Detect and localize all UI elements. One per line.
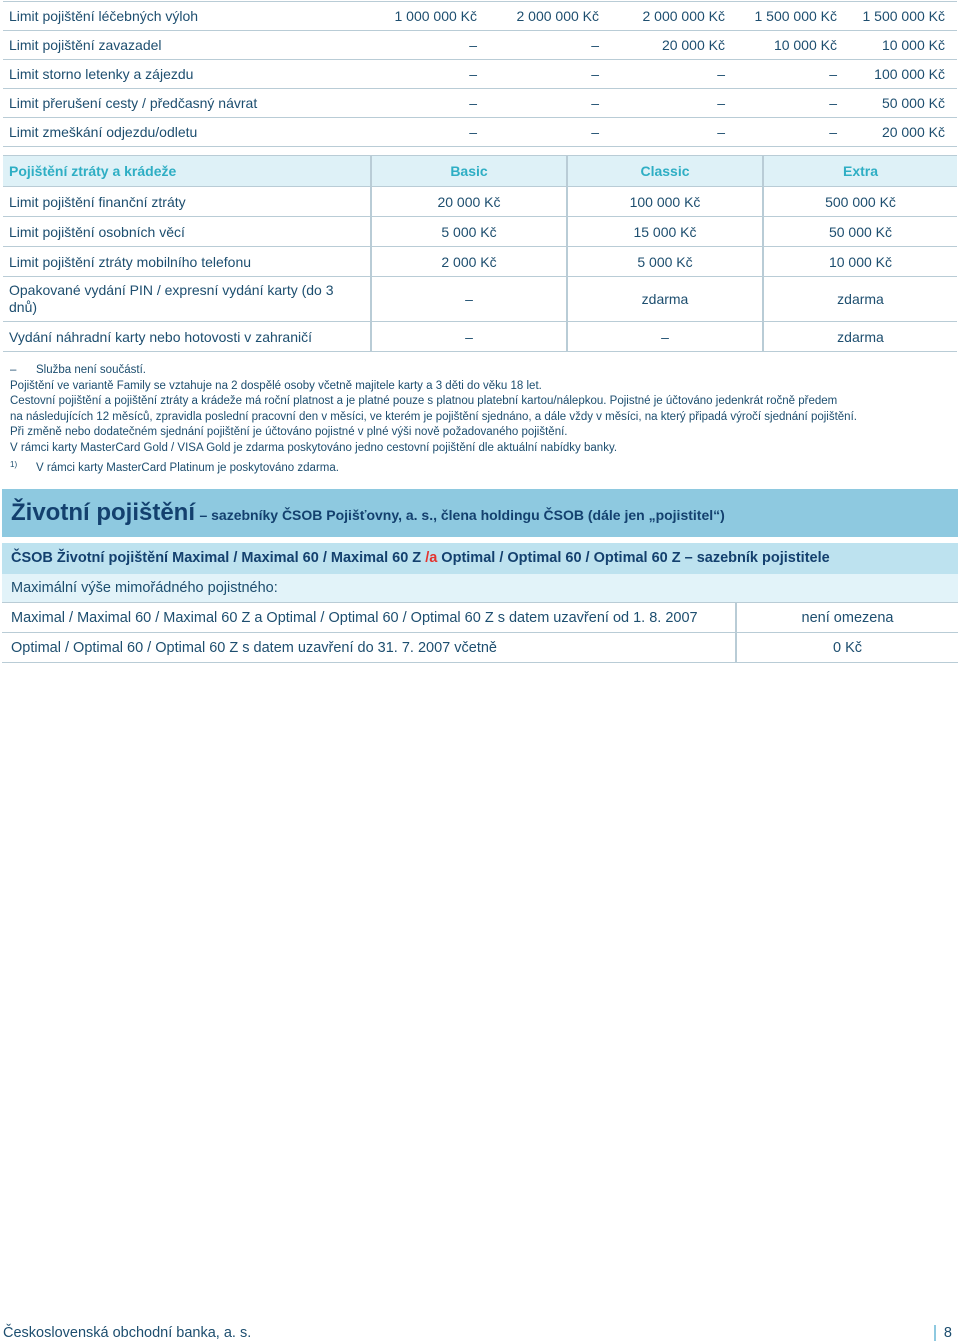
cell-value: 2 000 000 Kč xyxy=(611,2,737,31)
footnotes xyxy=(10,363,955,476)
cell-value: 500 000 Kč xyxy=(763,187,957,217)
cell-value: 0 Kč xyxy=(736,633,958,663)
cell-value: 1 500 000 Kč xyxy=(849,2,957,31)
note-line xyxy=(10,457,955,477)
cell-value: 100 000 Kč xyxy=(849,60,957,89)
section-banner xyxy=(2,489,958,537)
section-header-label: Pojištění ztráty a krádeže xyxy=(3,156,371,187)
dash-symbol: – xyxy=(10,364,17,376)
cell-value: 1 500 000 Kč xyxy=(737,2,849,31)
note-line xyxy=(10,363,955,379)
cell-value: není omezena xyxy=(736,603,958,633)
table-row xyxy=(2,633,958,663)
table-row xyxy=(3,31,957,60)
header-red-slash: /a xyxy=(425,550,438,566)
row-label: Opakované vydání PIN / expresní vydání karty (do 3 dnů) xyxy=(3,277,371,322)
cell-value: – xyxy=(371,277,567,322)
life-insurance-table xyxy=(2,603,958,663)
table-row xyxy=(3,187,957,217)
cell-value: – xyxy=(489,31,611,60)
cell-value: zdarma xyxy=(763,277,957,322)
row-label: Limit pojištění zavazadel xyxy=(3,31,371,60)
max-premium-label: Maximální výše mimořádného pojistného: xyxy=(2,574,958,603)
cell-value: – xyxy=(611,89,737,118)
page-number: 8 xyxy=(934,1325,952,1341)
table-row xyxy=(3,247,957,277)
footnote-mark: 1) xyxy=(10,459,18,469)
cell-value: 5 000 Kč xyxy=(371,217,567,247)
cell-value: – xyxy=(371,31,489,60)
cell-value: 20 000 Kč xyxy=(371,187,567,217)
column-header-classic: Classic xyxy=(567,156,763,187)
footer-bank-name: Československá obchodní banka, a. s. xyxy=(3,1325,252,1341)
cell-value: – xyxy=(611,118,737,147)
row-label: Limit pojištění osobních věcí xyxy=(3,217,371,247)
section-title: Životní pojištění xyxy=(11,499,195,526)
cell-value: – xyxy=(737,89,849,118)
note-text: V rámci karty MasterCard Platinum je poskytováno zdarma. xyxy=(36,461,339,474)
cell-value: 5 000 Kč xyxy=(567,247,763,277)
cell-value: 1 000 000 Kč xyxy=(371,2,489,31)
row-label: Vydání náhradní karty nebo hotovosti v zahraničí xyxy=(3,322,371,352)
cell-value: 20 000 Kč xyxy=(611,31,737,60)
row-label: Maximal / Maximal 60 / Maximal 60 Z a Optimal / Optimal 60 / Optimal 60 Z s datem uzavření od 1. 8. 2007 xyxy=(2,603,736,633)
cell-value: – xyxy=(489,60,611,89)
cell-value: 2 000 000 Kč xyxy=(489,2,611,31)
cell-value: 50 000 Kč xyxy=(763,217,957,247)
row-label: Limit pojištění léčebných výloh xyxy=(3,2,371,31)
loss-theft-table xyxy=(3,155,957,352)
row-label: Limit pojištění ztráty mobilního telefonu xyxy=(3,247,371,277)
column-header-basic: Basic xyxy=(371,156,567,187)
table-row xyxy=(2,603,958,633)
table-row xyxy=(3,60,957,89)
cell-value: – xyxy=(371,322,567,352)
table-row xyxy=(3,2,957,31)
cell-value: – xyxy=(489,118,611,147)
row-label: Limit pojištění finanční ztráty xyxy=(3,187,371,217)
note-line: V rámci karty MasterCard Gold / VISA Gold je zdarma poskytováno jedno cestovní pojištění dle aktuální nabídky banky. xyxy=(10,441,618,454)
header-text: ČSOB Životní pojištění Maximal / Maximal 60 / Maximal 60 Z xyxy=(11,550,426,566)
travel-limits-table xyxy=(3,1,957,147)
column-header-extra: Extra xyxy=(763,156,957,187)
cell-value: 2 000 Kč xyxy=(371,247,567,277)
table-row xyxy=(3,277,957,322)
note-line: Pojištění ve variantě Family se vztahuje na 2 dospělé osoby včetně majitele karty a 3 děti do věku 18 let. xyxy=(10,379,542,392)
row-label: Limit zmeškání odjezdu/odletu xyxy=(3,118,371,147)
cell-value: 15 000 Kč xyxy=(567,217,763,247)
note-line: Při změně nebo dodatečném sjednání pojištění je účtováno pojistné v plné výši nově požadovaného pojištění. xyxy=(10,426,568,439)
cell-value: 50 000 Kč xyxy=(849,89,957,118)
cell-value: – xyxy=(371,89,489,118)
cell-value: 10 000 Kč xyxy=(849,31,957,60)
cell-value: – xyxy=(737,60,849,89)
table-header-row xyxy=(3,156,957,187)
cell-value: – xyxy=(489,89,611,118)
life-insurance-header xyxy=(2,543,958,574)
cell-value: zdarma xyxy=(763,322,957,352)
note-line: Cestovní pojištění a pojištění ztráty a krádeže má roční platnost a je platné pouze s platnou platební kartou/nálepkou. Pojistné je účtováno jedenkrát ročně předem xyxy=(10,395,838,408)
cell-value: zdarma xyxy=(567,277,763,322)
header-text: Optimal / Optimal 60 / Optimal 60 Z – sazebník pojistitele xyxy=(437,550,830,566)
note-text: Služba není součástí. xyxy=(36,364,146,376)
table-row xyxy=(3,118,957,147)
note-line: na následujících 12 měsíců, zpravidla poslední pracovní den v měsíci, ve kterém je pojištění sjednáno, a dále vždy v měsíci, na který připadá výročí sjednání pojištění. xyxy=(10,410,857,423)
cell-value: 20 000 Kč xyxy=(849,118,957,147)
cell-value: – xyxy=(567,322,763,352)
row-label: Optimal / Optimal 60 / Optimal 60 Z s datem uzavření do 31. 7. 2007 včetně xyxy=(2,633,736,663)
cell-value: – xyxy=(611,60,737,89)
cell-value: – xyxy=(371,60,489,89)
cell-value: – xyxy=(371,118,489,147)
cell-value: 10 000 Kč xyxy=(763,247,957,277)
cell-value: – xyxy=(737,118,849,147)
cell-value: 10 000 Kč xyxy=(737,31,849,60)
table-row xyxy=(3,89,957,118)
row-label: Limit storno letenky a zájezdu xyxy=(3,60,371,89)
section-subtitle: – sazebníky ČSOB Pojišťovny, a. s., člena holdingu ČSOB (dále jen „pojistitel“) xyxy=(199,507,725,523)
table-row xyxy=(3,322,957,352)
table-row xyxy=(3,217,957,247)
row-label: Limit přerušení cesty / předčasný návrat xyxy=(3,89,371,118)
cell-value: 100 000 Kč xyxy=(567,187,763,217)
